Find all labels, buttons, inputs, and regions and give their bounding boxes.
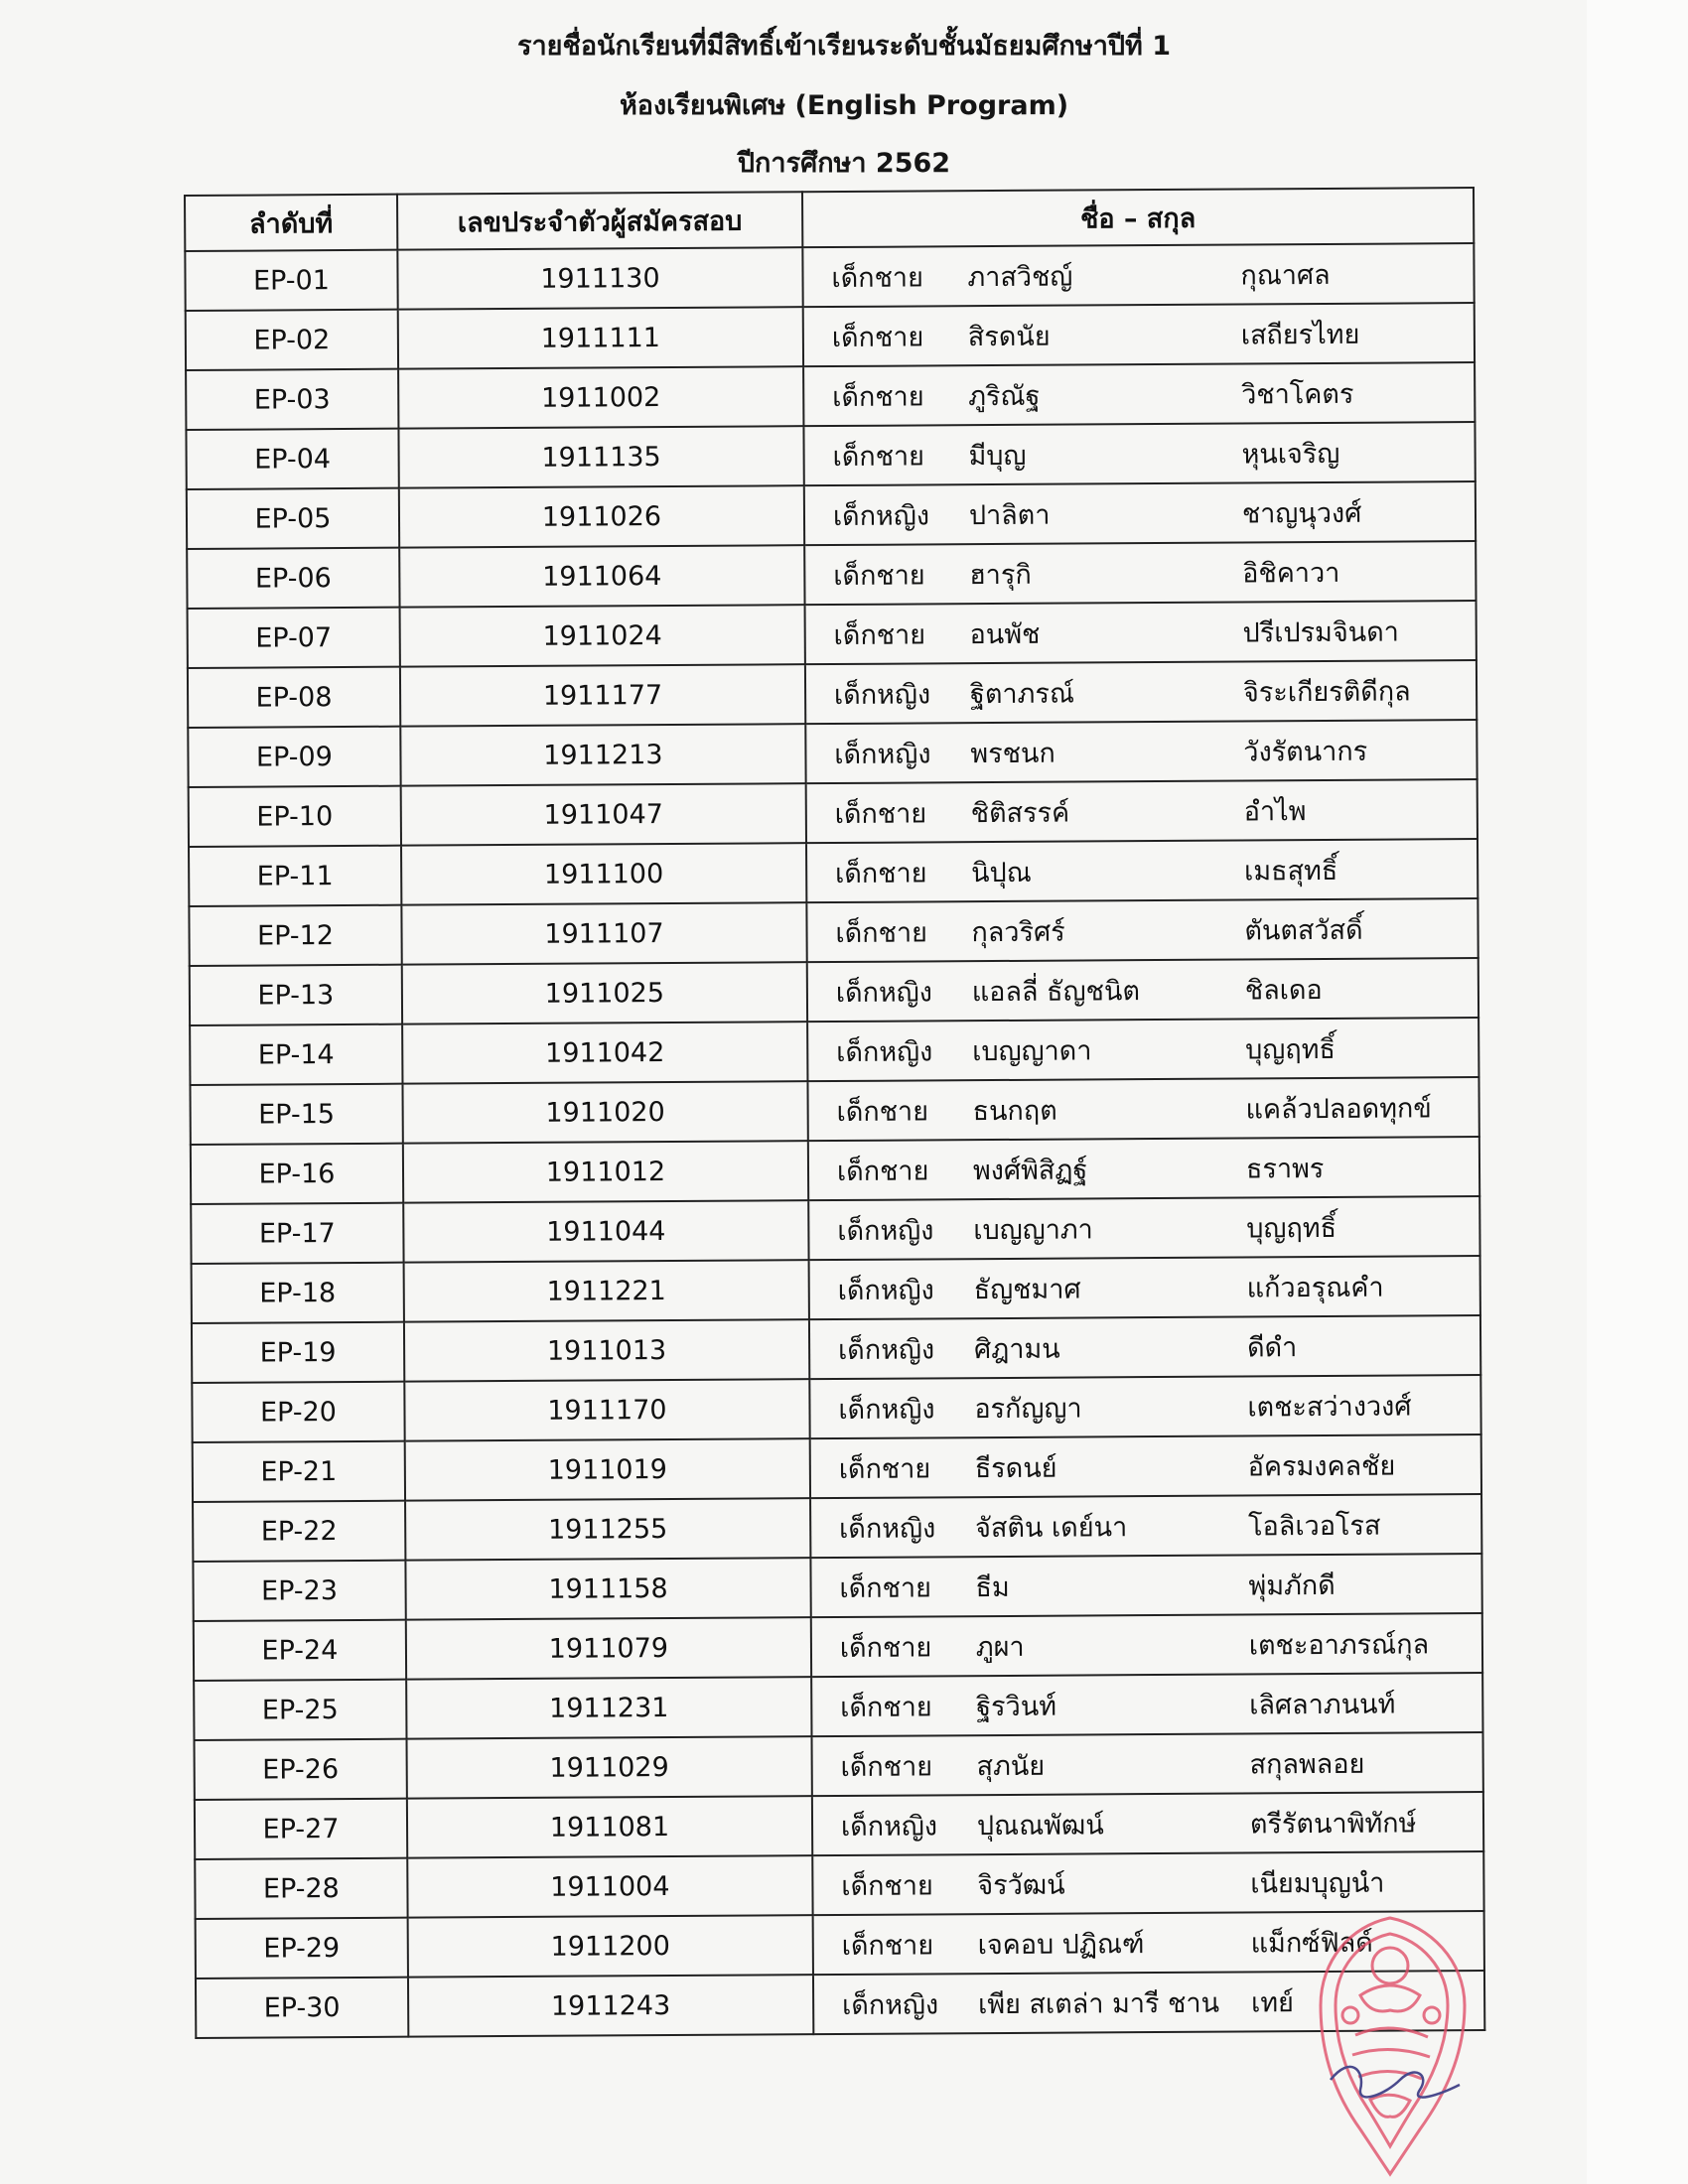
table-row	[193, 1434, 1481, 1502]
last-name: บุญฤทธิ์	[1245, 1033, 1336, 1065]
name-prefix: เด็กชาย	[835, 857, 927, 889]
first-name: เจคอบ ปฏิณฑ์	[977, 1928, 1145, 1961]
first-name: เพีย สเตล่า มารี ชาน	[977, 1987, 1220, 2020]
first-name: ธีรดนย์	[974, 1452, 1057, 1484]
table-row	[188, 720, 1477, 787]
first-name: ชิติสรรค์	[970, 797, 1070, 829]
last-name: แม็กซ์ฟิลด์	[1250, 1927, 1373, 1959]
last-name: ธราพร	[1245, 1153, 1325, 1184]
table-header-row	[185, 188, 1474, 251]
table-row	[190, 1077, 1478, 1145]
last-name: เตชะอาภรณ์กุล	[1248, 1628, 1430, 1661]
name-prefix: เด็กชาย	[834, 797, 927, 830]
table-row	[194, 1613, 1482, 1681]
document-title: รายชื่อนักเรียนที่มีสิทธิ์เข้าเรียนระดับชั้นมัธยมศึกษาปีที่ 1	[517, 31, 1171, 62]
name-prefix: เด็กชาย	[841, 1869, 933, 1902]
name-prefix: เด็กหญิง	[838, 1393, 935, 1426]
last-name: วังรัตนากร	[1243, 736, 1368, 767]
table-row	[194, 1673, 1482, 1740]
first-name: มีบุญ	[968, 440, 1027, 472]
row-full-name	[806, 898, 1477, 962]
row-full-name	[803, 422, 1475, 485]
row-order-number: EP-19	[192, 1322, 404, 1383]
row-applicant-id: 1911026	[399, 485, 804, 547]
row-full-name	[809, 1315, 1480, 1379]
last-name: อัครมงคลชัย	[1247, 1450, 1396, 1482]
first-name: ปาลิตา	[968, 499, 1051, 531]
row-full-name	[807, 1077, 1478, 1141]
row-full-name	[811, 1732, 1482, 1796]
last-name: อิชิคาวา	[1242, 557, 1340, 589]
document-subtitle: ห้องเรียนพิเศษ (English Program)	[619, 90, 1069, 121]
row-full-name	[803, 303, 1475, 366]
row-order-number: EP-22	[193, 1501, 405, 1562]
last-name: แคล้วปลอดทุกข์	[1245, 1092, 1432, 1125]
table-row	[186, 362, 1475, 430]
row-order-number: EP-26	[195, 1739, 407, 1800]
row-order-number: EP-08	[188, 667, 400, 728]
name-prefix: เด็กชาย	[832, 440, 925, 473]
table-row	[188, 660, 1477, 728]
name-prefix: เด็กชาย	[831, 261, 923, 294]
row-applicant-id: 1911024	[399, 605, 804, 666]
name-prefix: เด็กชาย	[833, 618, 926, 651]
row-order-number: EP-12	[189, 905, 401, 966]
name-prefix: เด็กชาย	[836, 1155, 929, 1187]
table-row	[190, 1018, 1478, 1085]
first-name: ปุณณพัฒน์	[976, 1809, 1104, 1842]
name-prefix: เด็กชาย	[836, 1095, 929, 1128]
first-name: ภูผา	[975, 1631, 1025, 1663]
row-full-name	[805, 720, 1477, 783]
row-full-name	[809, 1375, 1480, 1438]
first-name: ธัญชมาศ	[973, 1274, 1081, 1305]
table-row	[195, 1792, 1483, 1859]
table-row	[186, 422, 1475, 489]
row-full-name	[811, 1613, 1482, 1677]
row-applicant-id: 1911002	[398, 366, 803, 428]
row-order-number: EP-02	[186, 310, 398, 370]
row-order-number: EP-23	[193, 1561, 405, 1621]
row-order-number: EP-15	[190, 1084, 402, 1145]
row-order-number: EP-29	[196, 1918, 408, 1979]
row-order-number: EP-03	[186, 369, 398, 430]
name-prefix: เด็กหญิง	[834, 738, 931, 770]
first-name: จัสติน เดย์นา	[975, 1511, 1128, 1544]
row-full-name	[810, 1434, 1481, 1498]
last-name: เมธสุทธิ์	[1243, 855, 1338, 887]
table-row	[187, 541, 1476, 609]
row-order-number: EP-25	[194, 1680, 406, 1740]
row-applicant-id: 1911158	[405, 1558, 810, 1619]
row-applicant-id: 1911231	[406, 1677, 811, 1738]
first-name: นิปุณ	[970, 857, 1032, 888]
table-row	[189, 839, 1477, 906]
name-prefix: เด็กชาย	[840, 1691, 932, 1723]
row-full-name	[804, 481, 1476, 545]
header-order: ลำดับที่	[185, 195, 397, 251]
last-name: ดีดำ	[1246, 1331, 1298, 1363]
row-order-number: EP-17	[191, 1203, 403, 1264]
row-order-number: EP-28	[195, 1858, 407, 1919]
name-prefix: เด็กชาย	[835, 916, 927, 949]
first-name: สุภนัย	[976, 1750, 1046, 1782]
name-prefix: เด็กชาย	[839, 1631, 932, 1664]
last-name: สกุลพลอย	[1249, 1748, 1365, 1780]
name-prefix: เด็กหญิง	[835, 976, 933, 1009]
row-applicant-id: 1911047	[401, 783, 806, 845]
table-row	[191, 1137, 1479, 1204]
table-row	[189, 898, 1477, 966]
row-order-number: EP-14	[190, 1024, 402, 1085]
last-name: บุญฤทธิ์	[1246, 1212, 1337, 1244]
name-prefix: เด็กชาย	[840, 1750, 933, 1783]
row-applicant-id: 1911243	[408, 1975, 813, 2036]
name-prefix: เด็กชาย	[839, 1571, 932, 1604]
first-name: จิรวัฒน์	[977, 1869, 1065, 1901]
student-roster-table	[184, 187, 1485, 2039]
table-row	[192, 1375, 1480, 1442]
name-prefix: เด็กหญิง	[841, 1988, 939, 2021]
last-name: เตชะสว่างวงศ์	[1247, 1390, 1412, 1423]
row-full-name	[804, 601, 1476, 664]
row-order-number: EP-16	[191, 1144, 403, 1204]
name-prefix: เด็กหญิง	[836, 1035, 933, 1068]
row-applicant-id: 1911130	[397, 247, 802, 309]
first-name: ธนกฤต	[972, 1095, 1057, 1127]
last-name: กุณาศล	[1240, 259, 1331, 291]
first-name: ธีม	[975, 1571, 1010, 1603]
last-name: ปรีเปรมจินดา	[1242, 616, 1399, 648]
last-name: ชาญนุวงศ์	[1241, 497, 1362, 529]
table-row	[188, 601, 1477, 668]
row-applicant-id: 1911064	[399, 545, 804, 607]
first-name: ฮารุกิ	[969, 559, 1032, 591]
first-name: ศิฎามน	[973, 1333, 1060, 1365]
table-row	[192, 1315, 1480, 1383]
first-name: ฐิตาภรณ์	[969, 678, 1075, 710]
row-order-number: EP-20	[192, 1382, 404, 1442]
row-full-name	[802, 243, 1474, 307]
row-applicant-id: 1911170	[404, 1379, 809, 1440]
last-name: หุนเจริญ	[1241, 438, 1340, 470]
paper-edge	[1587, 0, 1688, 2184]
name-prefix: เด็กชาย	[833, 559, 925, 592]
table-row	[186, 303, 1475, 370]
table-row	[190, 958, 1478, 1025]
row-full-name	[807, 958, 1478, 1022]
last-name: พุ่มภักดี	[1248, 1570, 1336, 1601]
first-name: ภูริณัฐ	[968, 380, 1041, 412]
table-body	[185, 243, 1484, 2038]
table-row	[195, 1732, 1483, 1800]
last-name: วิชาโคตร	[1241, 378, 1354, 410]
row-full-name	[808, 1256, 1479, 1319]
last-name: ชิลเดอ	[1244, 974, 1323, 1006]
row-full-name	[808, 1196, 1479, 1260]
row-order-number: EP-30	[196, 1978, 408, 2038]
row-order-number: EP-27	[195, 1799, 407, 1859]
row-full-name	[807, 1018, 1478, 1081]
table-row	[192, 1256, 1480, 1323]
last-name: เสถียรไทย	[1240, 319, 1360, 350]
row-full-name	[805, 660, 1477, 724]
row-order-number: EP-21	[193, 1441, 405, 1502]
first-name: เบญญาภา	[973, 1213, 1093, 1246]
row-applicant-id: 1911020	[402, 1081, 807, 1143]
last-name: โอลิเวอโรส	[1248, 1510, 1381, 1542]
row-order-number: EP-07	[188, 608, 400, 668]
row-applicant-id: 1911111	[398, 307, 803, 368]
row-order-number: EP-24	[194, 1620, 406, 1681]
row-applicant-id: 1911025	[402, 962, 807, 1024]
table-row	[185, 243, 1474, 311]
row-order-number: EP-06	[187, 548, 399, 609]
last-name: เลิศลาภนนท์	[1249, 1689, 1396, 1720]
row-order-number: EP-01	[185, 250, 397, 311]
first-name: สิรดนัย	[967, 321, 1051, 352]
header-full-name: ชื่อ – สกุล	[802, 188, 1474, 247]
row-full-name	[810, 1554, 1481, 1617]
row-applicant-id: 1911177	[400, 664, 805, 726]
row-full-name	[811, 1673, 1482, 1736]
row-order-number: EP-09	[188, 727, 400, 787]
name-prefix: เด็กชาย	[831, 321, 924, 353]
name-prefix: เด็กหญิง	[837, 1274, 934, 1306]
row-order-number: EP-10	[189, 786, 401, 847]
first-name: กุลวริศร์	[971, 916, 1065, 948]
last-name: แก้วอรุณคำ	[1246, 1272, 1384, 1303]
name-prefix: เด็กหญิง	[837, 1214, 934, 1247]
name-prefix: เด็กชาย	[832, 380, 924, 413]
first-name: แอลลี่ ธัญชนิต	[971, 975, 1141, 1008]
last-name: เนียมบุญนำ	[1250, 1867, 1385, 1899]
header-applicant-id: เลขประจำตัวผู้สมัครสอบ	[397, 192, 802, 249]
row-applicant-id: 1911221	[404, 1260, 809, 1321]
row-applicant-id: 1911107	[401, 902, 806, 964]
table-row	[191, 1196, 1479, 1264]
row-applicant-id: 1911029	[406, 1736, 811, 1798]
name-prefix: เด็กหญิง	[839, 1512, 936, 1545]
row-applicant-id: 1911004	[407, 1855, 812, 1917]
last-name: เทย์	[1250, 1986, 1295, 2018]
first-name: พรชนก	[970, 738, 1055, 769]
row-full-name	[806, 839, 1477, 902]
table-row	[193, 1494, 1481, 1562]
table-row	[187, 481, 1476, 549]
first-name: อรกัญญา	[974, 1392, 1082, 1425]
row-order-number: EP-05	[187, 488, 399, 549]
row-full-name	[803, 362, 1475, 426]
last-name: จิระเกียรติดีกุล	[1242, 675, 1411, 708]
first-name: อนพัช	[969, 618, 1041, 650]
row-applicant-id: 1911081	[407, 1796, 812, 1857]
row-applicant-id: 1911100	[401, 843, 806, 904]
first-name: เบญญาดา	[972, 1034, 1092, 1067]
name-prefix: เด็กหญิง	[840, 1810, 938, 1843]
name-prefix: เด็กหญิง	[832, 499, 930, 532]
row-applicant-id: 1911013	[404, 1319, 809, 1381]
first-name: พงศ์พิสิฏฐ์	[972, 1154, 1088, 1186]
row-order-number: EP-13	[190, 965, 402, 1025]
name-prefix: เด็กชาย	[841, 1929, 934, 1962]
row-applicant-id: 1911255	[405, 1498, 810, 1560]
row-order-number: EP-04	[186, 429, 398, 489]
row-full-name	[804, 541, 1476, 605]
school-seal-stamp	[1291, 1906, 1489, 2184]
table-row	[189, 779, 1477, 847]
row-full-name	[808, 1137, 1479, 1200]
academic-year: ปีการศึกษา 2562	[737, 148, 951, 179]
row-full-name	[812, 1792, 1483, 1855]
first-name: ฐิรวินท์	[976, 1691, 1057, 1722]
row-full-name	[806, 779, 1477, 843]
row-order-number: EP-11	[189, 846, 401, 906]
row-order-number: EP-18	[192, 1263, 404, 1323]
row-full-name	[810, 1494, 1481, 1558]
name-prefix: เด็กหญิง	[833, 678, 931, 711]
table-row	[193, 1554, 1481, 1621]
row-applicant-id: 1911135	[398, 426, 803, 487]
row-applicant-id: 1911079	[406, 1617, 811, 1679]
row-applicant-id: 1911019	[405, 1438, 810, 1500]
last-name: ตรีรัตนาพิทักษ์	[1249, 1807, 1417, 1840]
row-applicant-id: 1911012	[403, 1141, 808, 1202]
row-applicant-id: 1911213	[400, 724, 805, 785]
row-applicant-id: 1911044	[403, 1200, 808, 1262]
last-name: อำไพ	[1243, 795, 1307, 827]
name-prefix: เด็กชาย	[838, 1452, 931, 1485]
first-name: ภาสวิชญ์	[967, 261, 1073, 293]
last-name: ตันตสวัสดิ์	[1244, 914, 1363, 946]
row-applicant-id: 1911042	[402, 1022, 807, 1083]
name-prefix: เด็กหญิง	[837, 1333, 935, 1366]
row-applicant-id: 1911200	[408, 1915, 813, 1977]
